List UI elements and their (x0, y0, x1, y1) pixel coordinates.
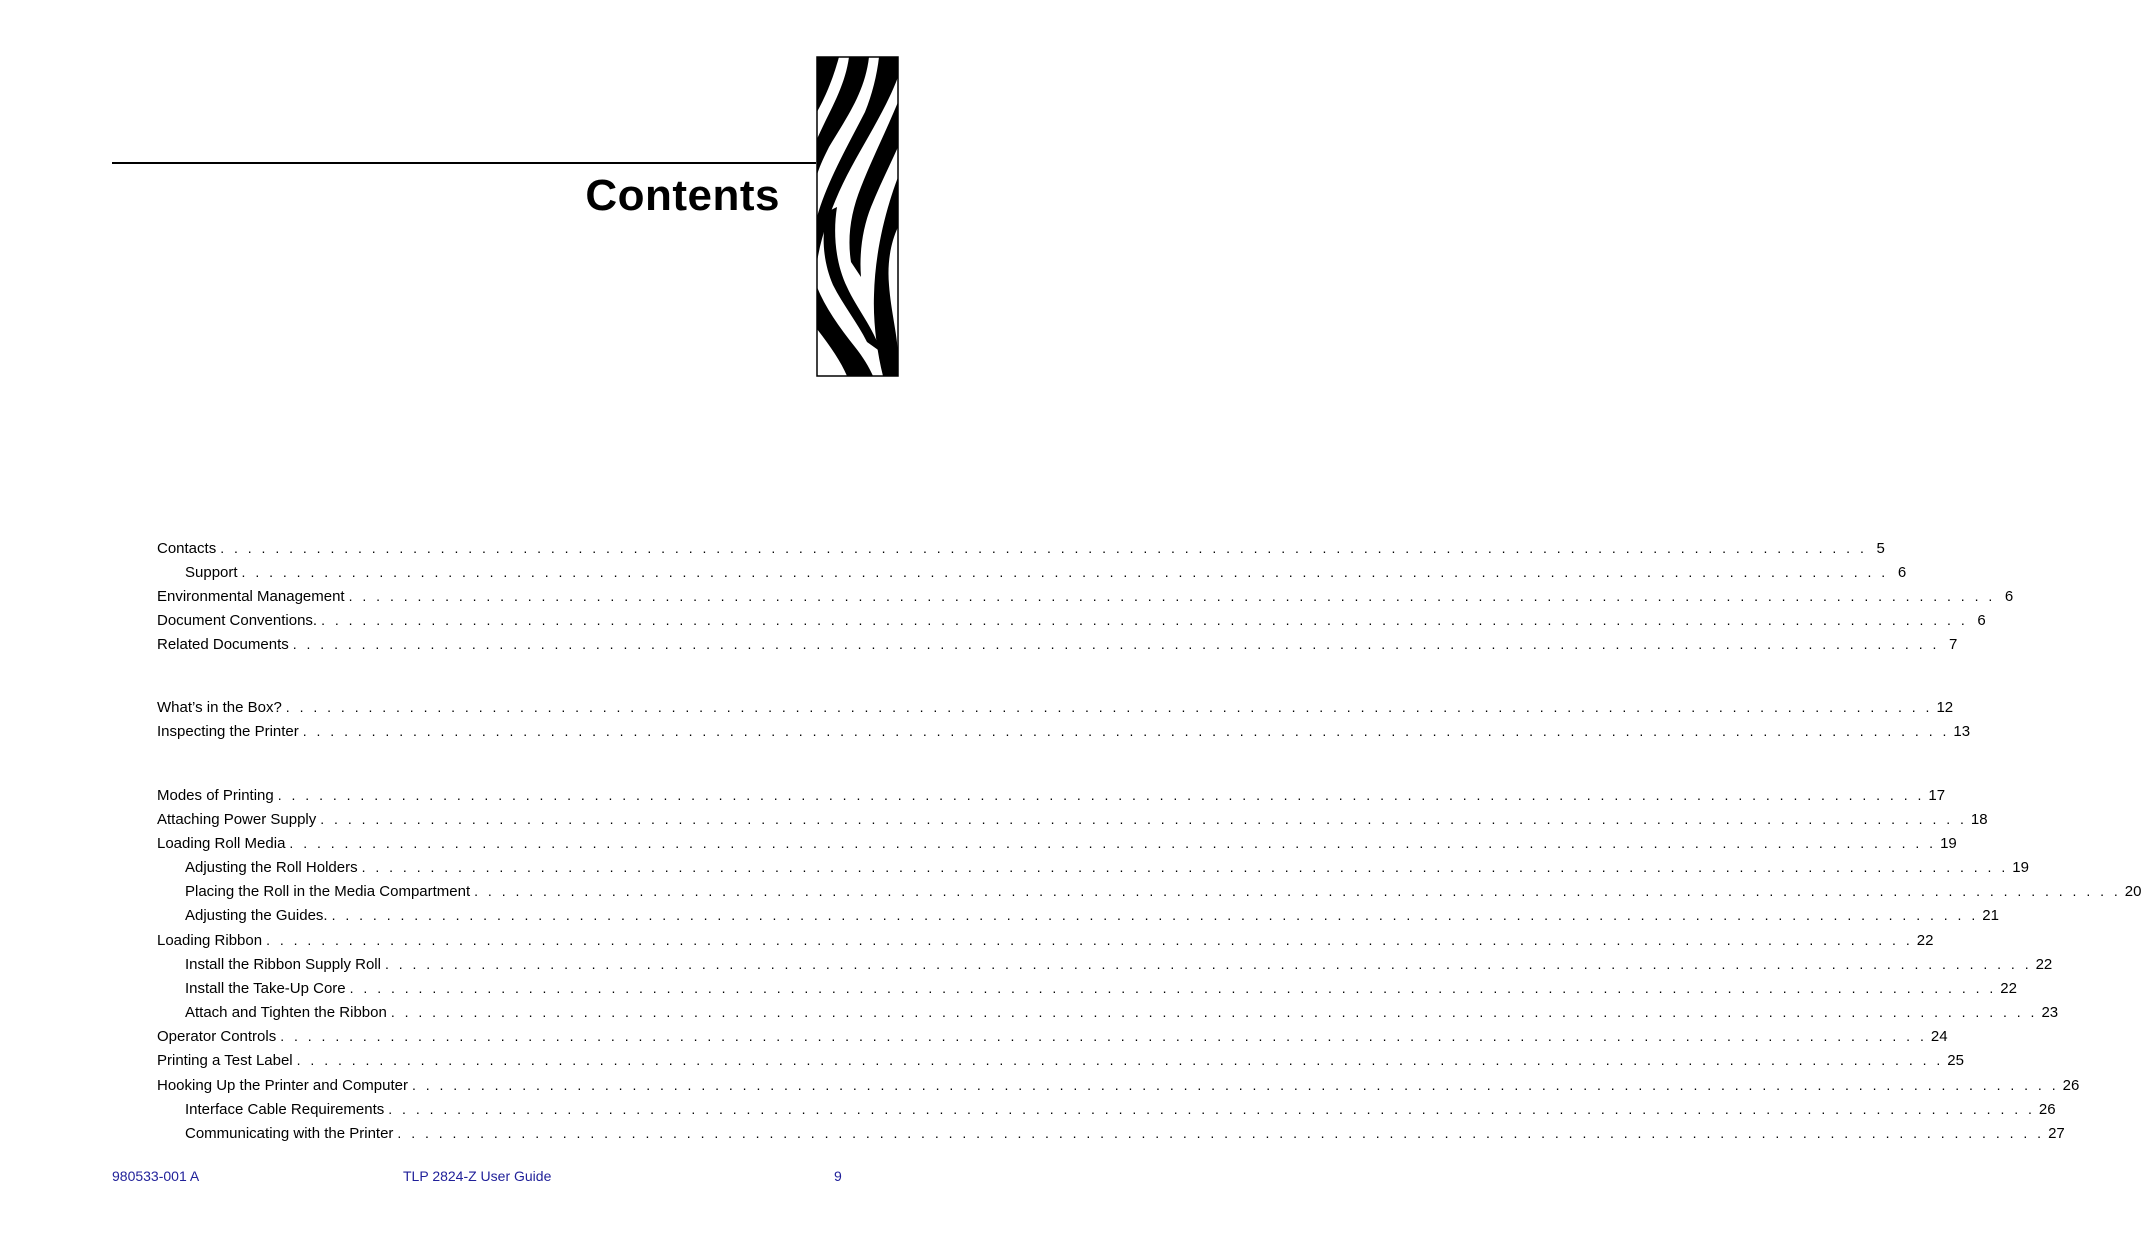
toc-entry-page: 19 (2012, 859, 2029, 876)
toc-leader-dots: . . . . . . . . . . . . . . . . . . . . . . . . . . . . . . . . . . . . . . . . . . . . . . . . . . . . . . . . . . . . . . . . . . . . . . . . . . . . . . . . . . . . . . . . . . . . . . . . . . . . . . . . . . . . . . . . . . . . . . . . (285, 699, 1933, 715)
toc-leader-dots: . . . . . . . . . . . . . . . . . . . . . . . . . . . . . . . . . . . . . . . . . . . . . . . . . . . . . . . . . . . . . . . . . . . . . . . . . . . . . . . . . . . . . . . . . . . . . . . . . . . . . . . . . . . . . . . . . . . . . . . . (474, 883, 2121, 899)
toc-entry[interactable] (157, 538, 1885, 558)
toc-entry[interactable] (157, 1002, 2059, 1022)
toc-entry-page: 20 (2124, 883, 2141, 900)
toc-leader-dots: . . . . . . . . . . . . . . . . . . . . . . . . . . . . . . . . . . . . . . . . . . . . . . . . . . . . . . . . . . . . . . . . . . . . . . . . . . . . . . . . . . . . . . . . . . . . . . . . . . . . . . . . . . . . . . . . . . . . . . . . (320, 811, 1967, 827)
toc-entry-label: Loading Ribbon (157, 932, 263, 949)
title-rule (112, 162, 816, 164)
toc-entry[interactable] (157, 1099, 2056, 1119)
page-title: Contents (585, 171, 780, 220)
toc-leader-dots: . . . . . . . . . . . . . . . . . . . . . . . . . . . . . . . . . . . . . . . . . . . . . . . . . . . . . . . . . . . . . . . . . . . . . . . . . . . . . . . . . . . . . . . . . . . . . . . . . . . . . . . . . . . . . . . . . . . . . . . . (388, 1101, 2035, 1117)
toc-entry-page: 22 (1916, 932, 1934, 949)
toc-leader-dots: . . . . . . . . . . . . . . . . . . . . . . . . . . . . . . . . . . . . . . . . . . . . . . . . . . . . . . . . . . . . . . . . . . . . . . . . . . . . . . . . . . . . . . . . . . . . . . . . . . . . . . . . . . . . . . . . . . . . . . . . (266, 932, 1913, 948)
toc-entry[interactable] (157, 954, 2053, 974)
toc-entry-page: 17 (1928, 787, 1946, 804)
toc-entry-page: 24 (1930, 1028, 1948, 1045)
toc-leader-dots: . . . . . . . . . . . . . . . . . . . . . . . . . . . . . . . . . . . . . . . . . . . . . . . . . . . . . . . . . . . . . . . . . . . . . . . . . . . . . . . . . . . . . . . . . . . . . . . . . . . . . . . . . . . . . . . . . . . . . . . . (397, 1125, 2045, 1141)
toc-entry-page: 7 (1949, 636, 1958, 653)
toc-entry-label: Modes of Printing (157, 787, 274, 804)
zebra-stripes-icon (817, 57, 898, 376)
toc-entry[interactable] (157, 905, 1999, 925)
toc-leader-dots: . . . . . . . . . . . . . . . . . . . . . . . . . . . . . . . . . . . . . . . . . . . . . . . . . . . . . . . . . . . . . . . . . . . . . . . . . . . . . . . . . . . . . . . . . . . . . . . . . . . . . . . . . . . . . . . . . . . . . . . . (220, 540, 1867, 556)
toc-entry[interactable] (157, 1026, 1948, 1046)
toc-entry-label: Environmental Management (157, 588, 345, 605)
toc-leader-dots: . . . . . . . . . . . . . . . . . . . . . . . . . . . . . . . . . . . . . . . . . . . . . . . . . . . . . . . . . . . . . . . . . . . . . . . . . . . . . . . . . . . . . . . . . . . . . . . . . . . . . . . . . . . . . . . . . . . . . . . . (292, 636, 1940, 652)
toc-entry-page: 6 (1977, 612, 1986, 629)
toc-entry-page: 6 (1897, 564, 1907, 581)
toc-entry[interactable] (157, 697, 1954, 717)
toc-leader-dots: . . . . . . . . . . . . . . . . . . . . . . . . . . . . . . . . . . . . . . . . . . . . . . . . . . . . . . . . . . . . . . . . . . . . . . . . . . . . . . . . . . . . . . . . . . . . . . . . . . . . . . . . . . . . . . . . . . . . . . . . (384, 956, 2032, 972)
toc-leader-dots: . . . . . . . . . . . . . . . . . . . . . . . . . . . . . . . . . . . . . . . . . . . . . . . . . . . . . . . . . . . . . . . . . . . . . . . . . . . . . . . . . . . . . . . . . . . . . . . . . . . . . . . . . . . . . . . . . . . . . . . . (289, 835, 1937, 851)
toc-entry[interactable] (157, 586, 2014, 606)
toc-entry[interactable] (157, 785, 1946, 805)
toc-entry-page: 6 (2004, 588, 2014, 605)
toc-entry-label: What’s in the Box? (157, 699, 282, 716)
toc-entry[interactable] (157, 1050, 1964, 1070)
toc-entry-label: Contacts (157, 540, 217, 557)
toc-entry-page: 25 (1947, 1052, 1964, 1069)
footer-doc-number: 980533-001 A (112, 1168, 200, 1184)
toc-entry-page: 21 (1982, 907, 1999, 924)
toc-entry[interactable] (157, 833, 1957, 853)
toc-leader-dots: . . . . . . . . . . . . . . . . . . . . . . . . . . . . . . . . . . . . . . . . . . . . . . . . . . . . . . . . . . . . . . . . . . . . . . . . . . . . . . . . . . . . . . . . . . . . . . . . . . . . . . . . . . . . . . . . . . . . . . . . (348, 588, 1996, 604)
toc-leader-dots: . . . . . . . . . . . . . . . . . . . . . . . . . . . . . . . . . . . . . . . . . . . . . . . . . . . . . . . . . . . . . . . . . . . . . . . . . . . . . . . . . . . . . . . . . . . . . . . . . . . . . . . . . . . . . . . . . . . . . . . . (296, 1052, 1944, 1068)
toc-entry-label: Install the Take-Up Core (185, 980, 346, 997)
toc-entry-label: Attaching Power Supply (157, 811, 317, 828)
toc-entry-page: 13 (1953, 723, 1971, 740)
toc-entry[interactable] (157, 978, 2017, 998)
toc-leader-dots: . . . . . . . . . . . . . . . . . . . . . . . . . . . . . . . . . . . . . . . . . . . . . . . . . . . . . . . . . . . . . . . . . . . . . . . . . . . . . . . . . . . . . . . . . . . . . . . . . . . . . . . . . . . . . . . . . . . . . . . . (411, 1077, 2059, 1093)
toc-entry[interactable] (157, 881, 2141, 901)
toc-entry-label: Support (185, 564, 238, 581)
toc-entry-page: 26 (2038, 1101, 2056, 1118)
toc-leader-dots: . . . . . . . . . . . . . . . . . . . . . . . . . . . . . . . . . . . . . . . . . . . . . . . . . . . . . . . . . . . . . . . . . . . . . . . . . . . . . . . . . . . . . . . . . . . . . . . . . . . . . . . . . . . . . . . . . . . . . . . . (331, 907, 1979, 923)
toc-entry-page: 27 (2048, 1125, 2065, 1142)
toc-entry-label: Loading Roll Media (157, 835, 286, 852)
toc-entry[interactable] (157, 857, 2029, 877)
toc-entry-page: 26 (2062, 1077, 2080, 1094)
toc-entry-page: 23 (2041, 1004, 2059, 1021)
toc-entry-page: 18 (1970, 811, 1988, 828)
toc-entry-label: Adjusting the Roll Holders (185, 859, 358, 876)
toc-entry[interactable] (157, 610, 1986, 630)
toc-entry-label: Attach and Tighten the Ribbon (185, 1004, 387, 1021)
toc-entry[interactable] (157, 1123, 2065, 1143)
footer-guide-title: TLP 2824-Z User Guide (403, 1168, 552, 1184)
toc-entry[interactable] (157, 809, 1988, 829)
toc-entry-label: Related Documents (157, 636, 289, 653)
footer-page-number: 9 (834, 1168, 842, 1184)
toc-leader-dots: . . . . . . . . . . . . . . . . . . . . . . . . . . . . . . . . . . . . . . . . . . . . . . . . . . . . . . . . . . . . . . . . . . . . . . . . . . . . . . . . . . . . . . . . . . . . . . . . . . . . . . . . . . . . . . . . . . . . . . . . (302, 723, 1950, 739)
toc-entry-label: Document Conventions. (157, 612, 318, 629)
toc-entry-label: Inspecting the Printer (157, 723, 299, 740)
toc-entry-label: Printing a Test Label (157, 1052, 293, 1069)
toc-leader-dots: . . . . . . . . . . . . . . . . . . . . . . . . . . . . . . . . . . . . . . . . . . . . . . . . . . . . . . . . . . . . . . . . . . . . . . . . . . . . . . . . . . . . . . . . . . . . . . . . . . . . . . . . . . . . . . . . . . . . . . . . (390, 1004, 2038, 1020)
toc-entry-page: 22 (2000, 980, 2017, 997)
toc-entry-page: 22 (2035, 956, 2053, 973)
toc-entry-label: Install the Ribbon Supply Roll (185, 956, 381, 973)
toc-leader-dots: . . . . . . . . . . . . . . . . . . . . . . . . . . . . . . . . . . . . . . . . . . . . . . . . . . . . . . . . . . . . . . . . . . . . . . . . . . . . . . . . . . . . . . . . . . . . . . . . . . . . . . . . . . . . . . . . . . . . . . . . (280, 1028, 1927, 1044)
toc-entry-label: Hooking Up the Printer and Computer (157, 1077, 408, 1094)
toc-entry-page: 12 (1936, 699, 1954, 716)
toc-entry[interactable] (157, 562, 1907, 582)
toc-entry-label: Interface Cable Requirements (185, 1101, 385, 1118)
toc-entry[interactable] (157, 634, 1958, 654)
toc-leader-dots: . . . . . . . . . . . . . . . . . . . . . . . . . . . . . . . . . . . . . . . . . . . . . . . . . . . . . . . . . . . . . . . . . . . . . . . . . . . . . . . . . . . . . . . . . . . . . . . . . . . . . . . . . . . . . . . . . . . . . . . . (361, 859, 2009, 875)
toc-entry-label: Adjusting the Guides. (185, 907, 328, 924)
toc-entry-label: Placing the Roll in the Media Compartment (185, 883, 471, 900)
toc-leader-dots: . . . . . . . . . . . . . . . . . . . . . . . . . . . . . . . . . . . . . . . . . . . . . . . . . . . . . . . . . . . . . . . . . . . . . . . . . . . . . . . . . . . . . . . . . . . . . . . . . . . . . . . . . . . . . . . . . . . . . . . . (321, 612, 1968, 628)
toc-leader-dots: . . . . . . . . . . . . . . . . . . . . . . . . . . . . . . . . . . . . . . . . . . . . . . . . . . . . . . . . . . . . . . . . . . . . . . . . . . . . . . . . . . . . . . . . . . . . . . . . . . . . . . . . . . . . . . . . . . . . . . . . (241, 564, 1889, 580)
toc-leader-dots: . . . . . . . . . . . . . . . . . . . . . . . . . . . . . . . . . . . . . . . . . . . . . . . . . . . . . . . . . . . . . . . . . . . . . . . . . . . . . . . . . . . . . . . . . . . . . . . . . . . . . . . . . . . . . . . . . . . . . . . . (277, 787, 1925, 803)
toc-entry-label: Communicating with the Printer (185, 1125, 394, 1142)
toc-entry[interactable] (157, 1075, 2080, 1095)
toc-entry-page: 19 (1940, 835, 1957, 852)
toc-entry[interactable] (157, 721, 1971, 741)
toc-entry-page: 5 (1876, 540, 1885, 557)
toc-leader-dots: . . . . . . . . . . . . . . . . . . . . . . . . . . . . . . . . . . . . . . . . . . . . . . . . . . . . . . . . . . . . . . . . . . . . . . . . . . . . . . . . . . . . . . . . . . . . . . . . . . . . . . . . . . . . . . . . . . . . . . . . (349, 980, 1997, 996)
toc-entry[interactable] (157, 930, 1934, 950)
toc-entry-label: Operator Controls (157, 1028, 277, 1045)
